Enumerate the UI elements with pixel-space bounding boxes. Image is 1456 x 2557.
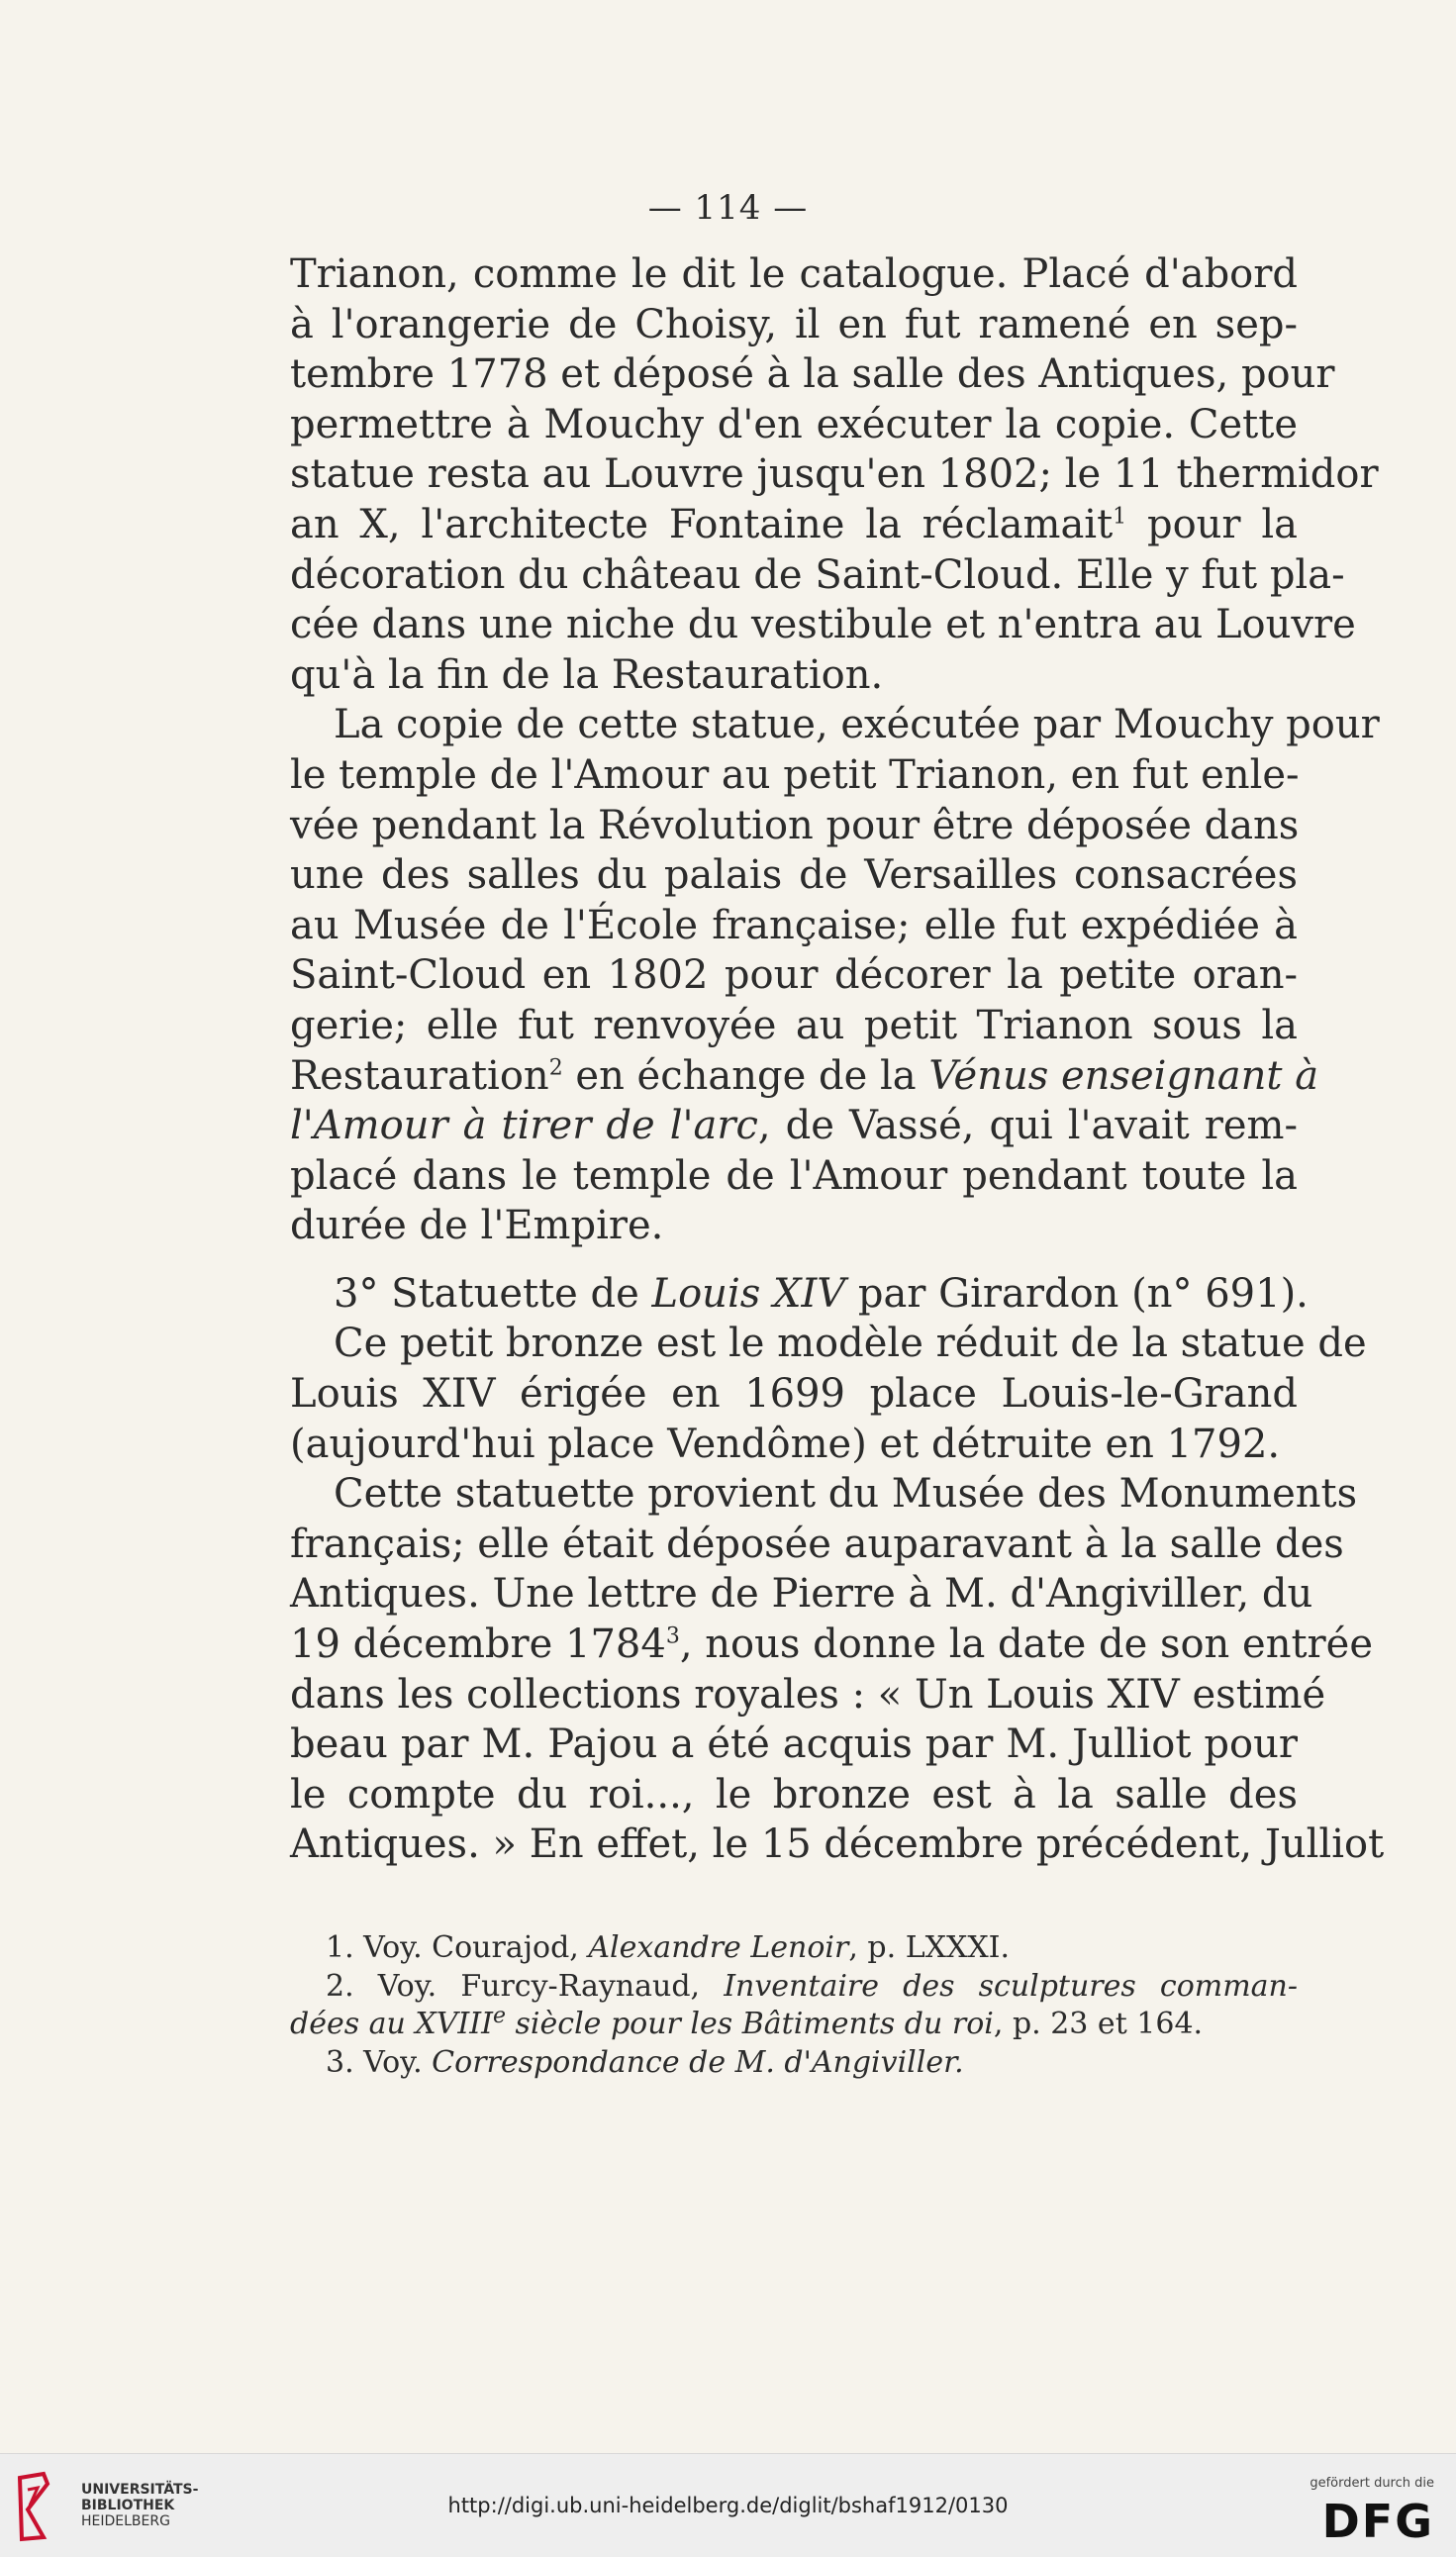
footnote-1: 1. Voy. Courajod, Alexandre Lenoir, p. LXXXI.	[326, 1930, 1011, 1965]
text-line: (aujourd'hui place Vendôme) et détruite en 1792.	[290, 1421, 1281, 1467]
text-line: Louis XIV érigée en 1699 place Louis-le-Grand	[290, 1371, 1298, 1418]
sponsor-note: gefördert durch die	[1310, 2476, 1434, 2491]
text-line: placé dans le temple de l'Amour pendant toute la	[290, 1152, 1298, 1199]
text-line: qu'à la fin de la Restauration.	[290, 651, 884, 698]
text-line: Cette statuette provient du Musée des Monuments	[334, 1471, 1358, 1518]
text-line: au Musée de l'École française; elle fut expédiée à	[290, 902, 1298, 948]
text-line: 3° Statuette de Louis XIV par Girardon (n° 691).	[334, 1270, 1309, 1317]
text-line: dans les collections royales : « Un Louis XIV estimé	[290, 1671, 1326, 1718]
footnotes	[290, 1929, 1298, 2082]
text-line: l'Amour à tirer de l'arc, de Vassé, qui l'avait rem-	[290, 1103, 1299, 1149]
text-line: Saint-Cloud en 1802 pour décorer la petite oran-	[290, 952, 1298, 999]
paragraph-2	[290, 700, 1380, 1251]
text-line: an X, l'architecte Fontaine la réclamait$^1$ pour la	[290, 501, 1298, 547]
text-line: français; elle était déposée auparavant à la salle des	[290, 1521, 1344, 1567]
text-line: beau par M. Pajou a été acquis par M. Julliot pour	[290, 1721, 1298, 1768]
text-line: le compte du roi..., le bronze est à la salle des	[290, 1771, 1298, 1818]
text-line: décoration du château de Saint-Cloud. Elle y fut pla-	[290, 551, 1345, 598]
text-line: le temple de l'Amour au petit Trianon, en fut enle-	[290, 751, 1300, 798]
text-line: Antiques. » En effet, le 15 décembre précédent, Julliot	[290, 1821, 1385, 1868]
text-line: Antiques. Une lettre de Pierre à M. d'Angiviller, du	[290, 1571, 1313, 1618]
paragraph-4	[290, 1319, 1367, 1469]
text-line: à l'orangerie de Choisy, il en fut ramené en sep-	[290, 301, 1298, 347]
text-line: une des salles du palais de Versailles consacrées	[290, 852, 1298, 899]
paragraph-1	[290, 249, 1379, 700]
library-line-3: HEIDELBERG	[81, 2513, 170, 2529]
text-line: gerie; elle fut renvoyée au petit Trianon sous la	[290, 1002, 1298, 1048]
text-line: permettre à Mouchy d'en exécuter la copie. Cette	[290, 401, 1298, 447]
paragraph-5	[290, 1469, 1385, 1870]
text-line: durée de l'Empire.	[290, 1203, 664, 1249]
paragraph-3	[290, 1269, 1309, 1320]
text-line: cée dans une niche du vestibule et n'entra au Louvre	[290, 602, 1356, 648]
text-line: statue resta au Louvre jusqu'en 1802; le 11 thermidor	[290, 451, 1379, 498]
text-line: Restauration$^2$ en échange de la Vénus enseignant à	[290, 1052, 1319, 1099]
footnote-2: 2. Voy. Furcy-Raynaud, Inventaire des sculptures comman-	[326, 1968, 1298, 2004]
page-number: — 114 —	[647, 188, 809, 228]
library-line-1: UNIVERSITÄTS-	[81, 2482, 199, 2498]
dfg-logo[interactable]: DFG	[1321, 2495, 1434, 2548]
text-line: La copie de cette statue, exécutée par Mouchy pour	[334, 702, 1380, 748]
text-line: 19 décembre 1784$^3$, nous donne la date de son entrée	[290, 1622, 1374, 1668]
permalink-url[interactable]: http://digi.ub.uni-heidelberg.de/diglit/bshaf1912/0130	[447, 2494, 1009, 2517]
text-line: vée pendant la Révolution pour être déposée dans	[290, 802, 1300, 848]
body-text	[290, 249, 1385, 1870]
text-line: tembre 1778 et déposé à la salle des Antiques, pour	[290, 351, 1335, 398]
viewer-footer	[0, 2453, 1456, 2557]
footnote-2-continued: dées au XVIIIe siècle pour les Bâtiments du roi, p. 23 et 164.	[290, 2004, 1204, 2041]
text-line: Trianon, comme le dit le catalogue. Placé d'abord	[290, 251, 1298, 297]
text-line: Ce petit bronze est le modèle réduit de la statue de	[334, 1321, 1367, 1367]
library-line-2: BIBLIOTHEK	[81, 2498, 175, 2513]
footnote-3: 3. Voy. Correspondance de M. d'Angiviller.	[326, 2044, 964, 2080]
